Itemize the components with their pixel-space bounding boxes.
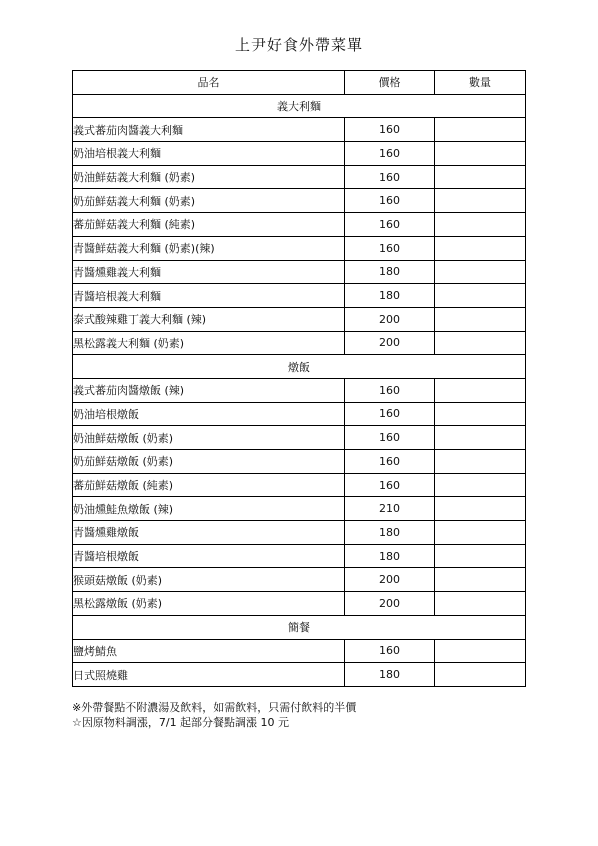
item-quantity-cell[interactable] bbox=[435, 260, 526, 284]
table-row bbox=[73, 639, 526, 663]
item-price: 210 bbox=[345, 497, 435, 521]
note-line: ※外帶餐點不附濃湯及飲料，如需飲料，只需付飲料的半價 bbox=[72, 701, 357, 714]
item-quantity-cell[interactable] bbox=[435, 426, 526, 450]
header-qty: 數量 bbox=[435, 71, 526, 95]
item-price: 180 bbox=[345, 260, 435, 284]
item-name: 奶茄鮮菇義大利麵 (奶素) bbox=[73, 189, 345, 213]
table-row bbox=[73, 592, 526, 616]
section-row bbox=[73, 94, 526, 118]
table-header-row bbox=[73, 71, 526, 95]
note-line: ☆因原物料調漲，7/1 起部分餐點調漲 10 元 bbox=[72, 716, 290, 729]
item-price: 160 bbox=[345, 213, 435, 237]
table-row bbox=[73, 284, 526, 308]
table-row bbox=[73, 426, 526, 450]
item-name: 青醬鮮菇義大利麵 (奶素)(辣) bbox=[73, 236, 345, 260]
item-price: 200 bbox=[345, 568, 435, 592]
item-price: 160 bbox=[345, 426, 435, 450]
item-price: 160 bbox=[345, 189, 435, 213]
item-quantity-cell[interactable] bbox=[435, 544, 526, 568]
item-quantity-cell[interactable] bbox=[435, 213, 526, 237]
item-name: 猴頭菇燉飯 (奶素) bbox=[73, 568, 345, 592]
table-row bbox=[73, 402, 526, 426]
table-row bbox=[73, 118, 526, 142]
section-title: 義大利麵 bbox=[73, 94, 526, 118]
item-price: 200 bbox=[345, 592, 435, 616]
section-row bbox=[73, 355, 526, 379]
item-name: 鹽烤鯖魚 bbox=[73, 639, 345, 663]
menu-table bbox=[72, 70, 526, 687]
item-price: 180 bbox=[345, 544, 435, 568]
item-name: 奶油培根燉飯 bbox=[73, 402, 345, 426]
item-name: 奶油燻鮭魚燉飯 (辣) bbox=[73, 497, 345, 521]
table-row bbox=[73, 378, 526, 402]
table-row bbox=[73, 544, 526, 568]
item-price: 160 bbox=[345, 378, 435, 402]
header-name: 品名 bbox=[73, 71, 345, 95]
table-row bbox=[73, 663, 526, 687]
item-price: 160 bbox=[345, 165, 435, 189]
item-price: 160 bbox=[345, 142, 435, 166]
item-quantity-cell[interactable] bbox=[435, 497, 526, 521]
item-quantity-cell[interactable] bbox=[435, 142, 526, 166]
item-price: 180 bbox=[345, 521, 435, 545]
item-quantity-cell[interactable] bbox=[435, 165, 526, 189]
header-price: 價格 bbox=[345, 71, 435, 95]
item-name: 青醬燻雞義大利麵 bbox=[73, 260, 345, 284]
table-row bbox=[73, 331, 526, 355]
item-price: 160 bbox=[345, 236, 435, 260]
item-quantity-cell[interactable] bbox=[435, 521, 526, 545]
table-row bbox=[73, 236, 526, 260]
table-row bbox=[73, 189, 526, 213]
item-price: 180 bbox=[345, 663, 435, 687]
item-name: 奶油培根義大利麵 bbox=[73, 142, 345, 166]
item-price: 180 bbox=[345, 284, 435, 308]
item-quantity-cell[interactable] bbox=[435, 568, 526, 592]
table-row bbox=[73, 497, 526, 521]
table-row bbox=[73, 473, 526, 497]
item-quantity-cell[interactable] bbox=[435, 331, 526, 355]
item-name: 蕃茄鮮菇義大利麵 (純素) bbox=[73, 213, 345, 237]
item-name: 日式照燒雞 bbox=[73, 663, 345, 687]
item-quantity-cell[interactable] bbox=[435, 663, 526, 687]
item-quantity-cell[interactable] bbox=[435, 378, 526, 402]
section-title: 燉飯 bbox=[73, 355, 526, 379]
item-price: 200 bbox=[345, 331, 435, 355]
table-row bbox=[73, 568, 526, 592]
table-row bbox=[73, 521, 526, 545]
item-price: 160 bbox=[345, 118, 435, 142]
item-name: 青醬培根義大利麵 bbox=[73, 284, 345, 308]
item-quantity-cell[interactable] bbox=[435, 592, 526, 616]
menu-body bbox=[73, 94, 526, 686]
item-quantity-cell[interactable] bbox=[435, 473, 526, 497]
table-row bbox=[73, 165, 526, 189]
item-quantity-cell[interactable] bbox=[435, 639, 526, 663]
item-name: 黑松露義大利麵 (奶素) bbox=[73, 331, 345, 355]
item-price: 160 bbox=[345, 450, 435, 474]
item-price: 160 bbox=[345, 473, 435, 497]
table-row bbox=[73, 142, 526, 166]
item-price: 200 bbox=[345, 307, 435, 331]
table-row bbox=[73, 213, 526, 237]
notes bbox=[72, 700, 356, 730]
table-row bbox=[73, 450, 526, 474]
item-quantity-cell[interactable] bbox=[435, 118, 526, 142]
item-name: 青醬燻雞燉飯 bbox=[73, 521, 345, 545]
item-price: 160 bbox=[345, 402, 435, 426]
item-name: 奶油鮮菇義大利麵 (奶素) bbox=[73, 165, 345, 189]
item-name: 奶茄鮮菇燉飯 (奶素) bbox=[73, 450, 345, 474]
item-quantity-cell[interactable] bbox=[435, 284, 526, 308]
table-row bbox=[73, 307, 526, 331]
page-title: 上尹好食外帶菜單 bbox=[234, 36, 363, 54]
table-row bbox=[73, 260, 526, 284]
item-price: 160 bbox=[345, 639, 435, 663]
item-name: 黑松露燉飯 (奶素) bbox=[73, 592, 345, 616]
item-name: 蕃茄鮮菇燉飯 (純素) bbox=[73, 473, 345, 497]
item-quantity-cell[interactable] bbox=[435, 450, 526, 474]
item-name: 奶油鮮菇燉飯 (奶素) bbox=[73, 426, 345, 450]
item-name: 義式蕃茄肉醬義大利麵 bbox=[73, 118, 345, 142]
item-name: 義式蕃茄肉醬燉飯 (辣) bbox=[73, 378, 345, 402]
item-name: 泰式酸辣雞丁義大利麵 (辣) bbox=[73, 307, 345, 331]
item-name: 青醬培根燉飯 bbox=[73, 544, 345, 568]
section-title: 簡餐 bbox=[73, 615, 526, 639]
item-quantity-cell[interactable] bbox=[435, 307, 526, 331]
item-quantity-cell[interactable] bbox=[435, 236, 526, 260]
item-quantity-cell[interactable] bbox=[435, 402, 526, 426]
section-row bbox=[73, 615, 526, 639]
item-quantity-cell[interactable] bbox=[435, 189, 526, 213]
